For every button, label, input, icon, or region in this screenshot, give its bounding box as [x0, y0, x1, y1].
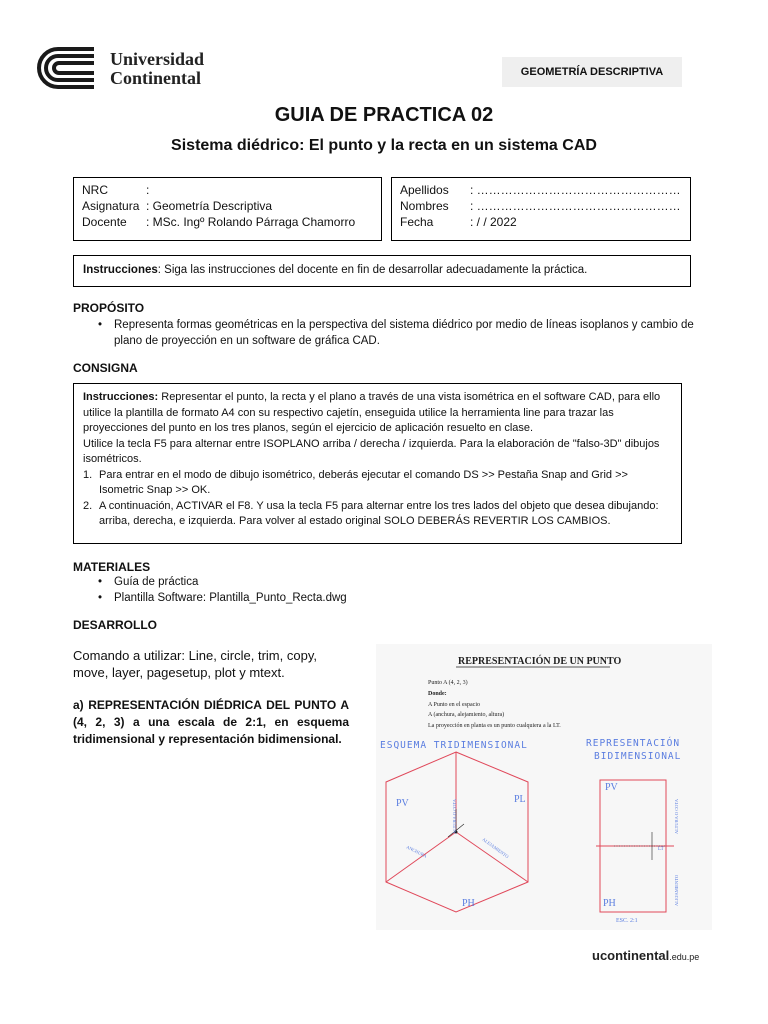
label-ph-2d: PH — [603, 898, 616, 909]
proposito-heading: PROPÓSITO — [73, 301, 145, 315]
figure-title: REPRESENTACIÓN DE UN PUNTO — [458, 656, 622, 667]
info-value-docente: : MSc. Ingº Rolando Párraga Chamorro — [146, 215, 356, 229]
label-anchura-3d: ANCHURA — [405, 844, 428, 859]
label-altura-3d: ALTURA O COTA — [452, 799, 457, 834]
consigna-p1 — [83, 390, 672, 437]
info-key-nombres: Nombres — [400, 199, 449, 213]
logo-text — [110, 50, 204, 88]
figure-line-3: A Punto en el espacio — [428, 702, 480, 708]
logo-line-2: Continental — [110, 68, 202, 88]
label-pl-3d: PL — [514, 794, 526, 805]
footer-brand-name: ucontinental — [592, 948, 670, 963]
instructions-text: : Siga las instrucciones del docente en fin de desarrollar adecuadamente la práctica. — [157, 264, 588, 276]
consigna-p1-text: Representar el punto, la recta y el plano a través de una vista isométrica en el software CAD, para ello utilice la plantilla de formato A4 con su respectivo cajetín, enseguida utilice la herramienta line para trazar las proyecciones del punto en los tres planos, según el ejercicio de aplicación resuelto en clase. — [83, 391, 661, 434]
desarrollo-heading: DESARROLLO — [73, 618, 157, 632]
info-value-fecha: : / / 2022 — [470, 215, 517, 229]
label-2d-2: BIDIMENSIONAL — [594, 751, 682, 762]
consigna-box — [73, 383, 682, 544]
consigna-p2: Utilice la tecla F5 para alternar entre ISOPLANO arriba / derecha / izquierda. Para la elaboración de "falso-3D" dibujos isométricos. — [83, 437, 660, 465]
figure-svg — [376, 644, 712, 930]
logo-line-1: Universidad — [110, 49, 205, 69]
figure-line-2: Donde: — [428, 691, 447, 697]
bullet-icon: • — [97, 576, 103, 588]
footer-brand-suffix: .edu.pe — [669, 952, 700, 962]
consigna-step-1-text: Para entrar en el modo de dibujo isométrico, deberás ejecutar el comando DS >> Pestaña Snap and Grid >> Isometric Snap >> OK. — [99, 468, 628, 496]
label-altura-2d: ALTURA O COTA — [674, 799, 679, 834]
page-subtitle: Sistema diédrico: El punto y la recta en un sistema CAD — [171, 137, 597, 154]
instructions-box — [73, 255, 691, 287]
figure-line-1: Punto A (4, 2, 3) — [428, 680, 468, 686]
info-key-docente: Docente — [82, 215, 127, 229]
label-pv-3d: PV — [396, 798, 409, 809]
label-ph-3d: PH — [462, 898, 475, 909]
course-label: GEOMETRÍA DESCRIPTIVA — [502, 57, 682, 87]
course-info-box — [73, 177, 382, 241]
student-info-box — [391, 177, 691, 241]
consigna-label: Instrucciones: — [83, 391, 159, 403]
materiales-item-2 — [86, 590, 586, 606]
label-alejamiento-2d: ALEJAMIENTO — [674, 874, 679, 906]
label-alejamiento-3d: ALEJAMIENTO — [481, 836, 510, 860]
bullet-icon: • — [97, 319, 103, 331]
info-key-nrc: NRC — [82, 183, 108, 197]
consigna-step-2: 2. A continuación, ACTIVAR el F8. Y usa la tecla F5 para alternar entre los tres lados del objeto que desea dibujando: arriba, derecha, e izquierda. Para volver al estado original SOLO DEBERÁS REVERTIR LOS CAMBIOS. — [83, 499, 672, 530]
label-pv-2d: PV — [605, 782, 618, 793]
consigna-step-1: 1. Para entrar en el modo de dibujo isométrico, deberás ejecutar el comando DS >> Pestaña Snap and Grid >> Isometric Snap >> OK. — [83, 468, 672, 499]
figure-line-5: La proyección en planta es un punto cualquiera a la LT. — [428, 723, 561, 729]
desarrollo-text: Comando a utilizar: Line, circle, trim, copy, move, layer, pagesetup, plot y mtext. — [73, 648, 317, 680]
page-title: GUIA DE PRACTICA 02 — [274, 104, 494, 126]
info-key-asignatura: Asignatura — [82, 199, 140, 213]
materiales-item-2-text: Plantilla Software: Plantilla_Punto_Recta.dwg — [114, 592, 347, 604]
info-key-fecha: Fecha — [400, 215, 434, 229]
info-value-apellidos: : …………………………………………… — [470, 183, 681, 197]
materiales-item-1 — [86, 574, 586, 590]
info-value-asignatura: : Geometría Descriptiva — [146, 199, 273, 213]
materiales-item-1-text: Guía de práctica — [114, 576, 199, 588]
desarrollo-item-a: a) REPRESENTACIÓN DIÉDRICA DEL PUNTO A (4, 2, 3) a una escala de 2:1, en esquema tridimensional y representación bidimensional. — [73, 698, 349, 746]
instructions-label: Instrucciones — [83, 264, 158, 276]
consigna-step-2-text: A continuación, ACTIVAR el F8. Y usa la tecla F5 para alternar entre los tres lados del objeto que desea dibujando: arriba, derecha, e izquierda. Para volver al estado original SOLO DEBERÁS REVERTIR LOS CAMBIOS. — [99, 499, 659, 527]
figure-line-4: A (anchura, alejamiento, altura) — [428, 712, 505, 718]
logo-icon — [36, 45, 100, 91]
consigna-heading: CONSIGNA — [73, 361, 138, 375]
proposito-text: Representa formas geométricas en la perspectiva del sistema diédrico por medio de líneas isoplanos y cambio de plano de proyección en un software de gráfica CAD. — [114, 319, 694, 347]
label-2d-1: REPRESENTACIÓN — [586, 738, 681, 749]
point-representation-figure — [376, 644, 712, 930]
info-value-nrc: : — [146, 183, 150, 197]
bullet-icon: • — [97, 592, 103, 604]
label-scale: ESC. 2:1 — [616, 918, 638, 924]
info-key-apellidos: Apellidos — [400, 183, 449, 197]
info-value-nombres: : …………………………………………… — [470, 199, 681, 213]
label-3d: ESQUEMA TRIDIMENSIONAL — [380, 740, 528, 751]
proposito-bullet — [86, 317, 698, 349]
materiales-heading: MATERIALES — [73, 560, 151, 574]
footer-brand — [592, 948, 699, 963]
label-lt: LT — [658, 847, 664, 852]
university-logo — [36, 45, 100, 91]
